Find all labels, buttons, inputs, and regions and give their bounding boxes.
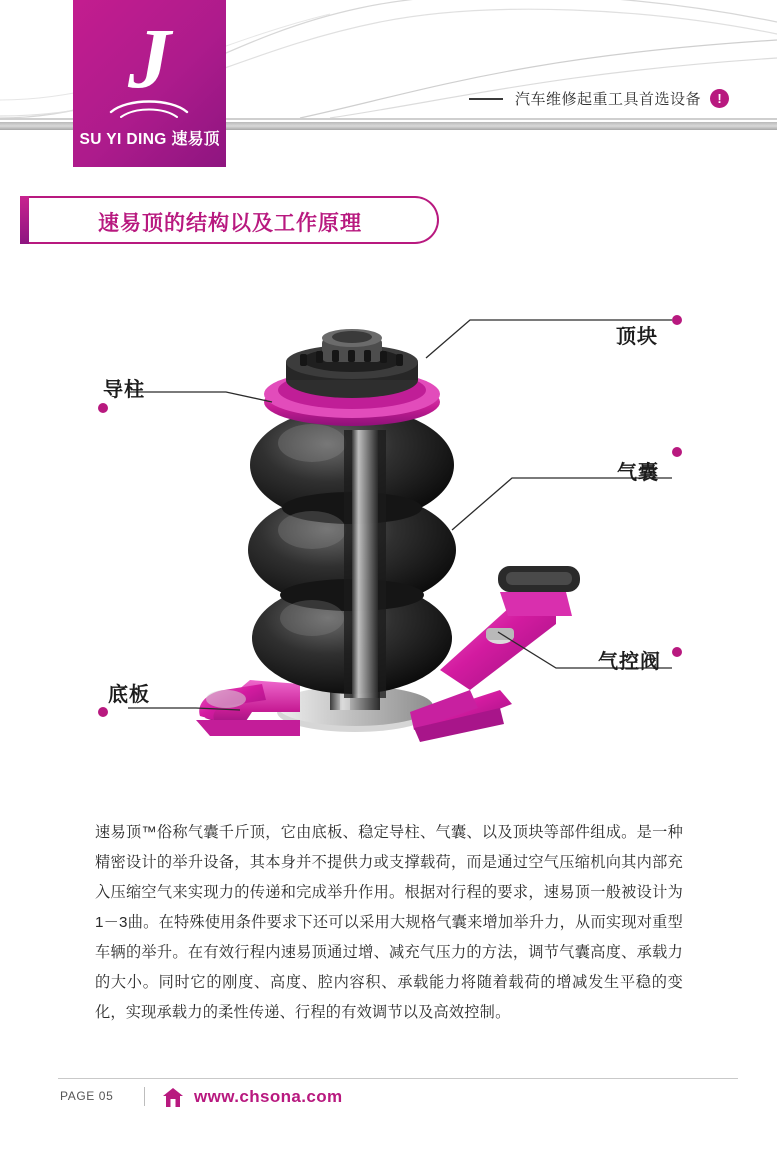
footer-separator <box>144 1087 145 1106</box>
product-figure <box>0 280 777 780</box>
callout-dot-guide-column <box>98 403 108 413</box>
callout-label-base-plate: 底板 <box>108 684 150 706</box>
tagline-dash-icon <box>469 98 503 100</box>
section-title <box>20 196 460 244</box>
brand-logo <box>73 0 226 167</box>
logo-wordmark-cn: 速易顶 <box>171 131 220 148</box>
callout-dot-base-plate <box>98 707 108 717</box>
logo-swash-icon <box>109 96 189 118</box>
callout-label-air-bag: 气囊 <box>617 462 659 484</box>
callout-dot-top-block <box>672 315 682 325</box>
callout-label-guide-column: 导柱 <box>103 379 145 401</box>
logo-letter: J <box>128 10 171 106</box>
section-title-accent-bar <box>20 196 29 244</box>
callout-label-air-valve: 气控阀 <box>598 651 661 673</box>
logo-wordmark <box>73 126 226 149</box>
section-title-text: 速易顶的结构以及工作原理 <box>98 212 362 235</box>
page-footer <box>58 1078 738 1118</box>
exclamation-icon: ! <box>710 89 729 108</box>
callout-dot-air-valve <box>672 647 682 657</box>
body-paragraph: 速易顶™俗称气囊千斤顶，它由底板、稳定导柱、气囊、以及顶块等部件组成。是一种精密设计的举升设备，其本身并不提供力或支撑载荷，而是通过空气压缩机向其内部充入压缩空气来实现力的传递和完成举升作用。根据对行程的要求，速易顶一般被设计为1－3曲。在特殊使用条件要求下还可以采用大规格气囊来增加举升力，从而实现对重型车辆的举升。在有效行程内速易顶通过增、减充气压力的方法，调节气囊高度、承载力的大小。同时它的刚度、高度、腔内容积、承载能力将随着载荷的增减发生平稳的变化，实现承载力的柔性传递、行程的有效调节以及高效控制。 <box>95 824 683 1021</box>
footer-divider <box>58 1078 738 1079</box>
page-number: PAGE 05 <box>60 1089 114 1103</box>
home-icon <box>162 1087 184 1108</box>
callout-dot-air-bag <box>672 447 682 457</box>
tagline-text: 汽车维修起重工具首选设备 <box>514 91 701 108</box>
page-header <box>0 0 777 175</box>
logo-wordmark-en: SU YI DING <box>79 131 167 148</box>
footer-website[interactable]: www.chsona.com <box>194 1087 343 1106</box>
callout-label-top-block: 顶块 <box>616 326 658 348</box>
header-tagline <box>469 88 729 109</box>
